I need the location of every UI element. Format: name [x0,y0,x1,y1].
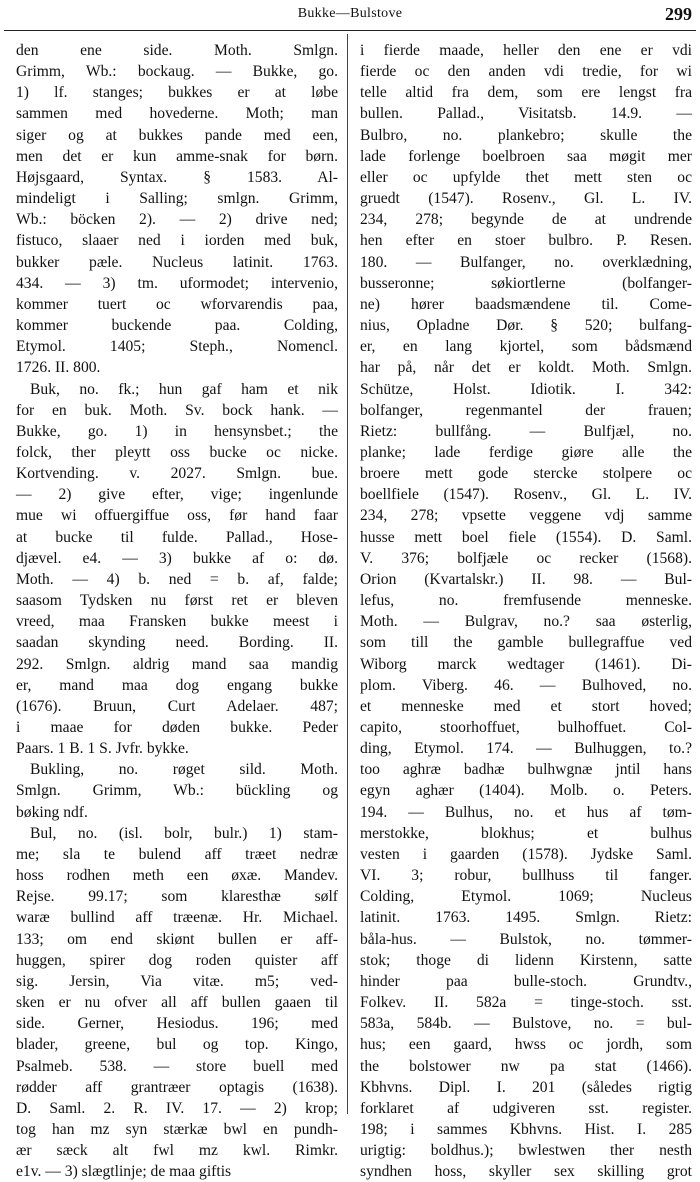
text-line: i fierde maade, heller den ene er vdi [360,42,692,59]
text-line: mue wi offuergiffue oss, før hand faar [16,507,338,525]
text-line: rødder aff grantræer optagis (1638). [16,1078,338,1096]
text-line: Grimm, Wb.: bockaug. — Bukke, go. [16,63,338,81]
text-line: Moth. — Bulgrav, no.? saa østerlig, [360,613,692,631]
text-line: Schütze, Holst. Idiotik. I. 342: [360,380,692,398]
text-line: 180. — Bulfanger, no. overklædning, [360,253,692,271]
text-line: blader, greene, bul og top. Kingo, [16,1036,338,1054]
text-line: bullen. Pallad., Visitatsb. 14.9. — [360,105,692,123]
text-line: 434. — 3) tm. uformodet; intervenio, [16,274,338,292]
text-line: Rejse. 99.17; som klaresthæ sølf [16,888,338,906]
text-line: boellfiele (1547). Rosenv., Gl. L. IV. [360,486,692,504]
text-line: 133; om end skiønt bullen er aff- [16,930,338,948]
text-line: broere mett gode stercke stolpere oc [360,465,692,483]
text-line: egyn aghær (1404). Molb. o. Peters. [360,782,692,800]
text-line: båla-hus. — Bulstok, no. tømmer- [360,930,692,948]
text-line: ær sæck alt fwl mz kwl. Rimkr. [16,1142,338,1160]
text-line: har på, når det er koldt. Moth. Smlgn. [360,359,692,377]
text-line: D. Saml. 2. R. IV. 17. — 2) krop; [16,1099,338,1117]
text-line: hen efter en stoer bulbro. P. Resen. [360,232,692,250]
text-line: for en buk. Moth. Sv. bock hank. — [16,401,338,419]
text-line: latinit. 1763. 1495. Smlgn. Rietz: [360,909,692,927]
column-divider [347,34,348,1114]
text-line: bolfanger, regenmantel der frauen; [360,401,692,419]
text-line: 234, 278; begynde de at undrende [360,211,692,229]
text-line: V. 376; bolfjæle oc recker (1568). [360,549,692,567]
text-line: mindeligt i Salling; smlgn. Grimm, [16,190,338,208]
text-line: Bukke, go. 1) in hensynsbet.; the [16,422,338,440]
text-line: Bukling, no. røget sild. Moth. [30,761,338,779]
text-line: er, en lang kjortel, som bådsmænd [360,338,692,356]
text-line: Smlgn. Grimm, Wb.: bückling og [16,782,338,800]
text-line: lefus, no. fremfusende menneske. [360,592,692,610]
text-line: sammen med hovederne. Moth; man [16,105,338,123]
text-line: kommer tuert oc wforvarendis paa, [16,295,338,313]
text-line: side. Gerner, Hesiodus. 196; med [16,1015,338,1033]
text-line: 583a, 584b. — Bulstove, no. = bul- [360,1015,692,1033]
text-line: Buk, no. fk.; hun gaf ham et nik [30,380,338,398]
text-line: vesten i gaarden (1578). Jydske Saml. [360,845,692,863]
text-line: planke; lade ferdige giøre alle the [360,443,692,461]
text-line: 1) lf. stanges; bukkes er at løbe [16,84,338,102]
text-line: 292. Smlgn. aldrig mand saa mandig [16,655,338,673]
text-line: er, mand maa dog engang bukke [16,676,338,694]
text-line: vreed, maa Fransken bukke meest i [16,613,338,631]
text-line: fierde oc den anden vdi tredie, for wi [360,63,692,81]
text-line: Bulbro, no. plankebro; skulle the [360,126,692,144]
text-line: saadan skynding need. Bording. II. [16,634,338,652]
text-line: e1v. — 3) slægtlinje; de maa giftis [16,1163,232,1181]
text-line: waræ bullind aff træenæ. Hr. Michael. [16,909,338,927]
text-line: Wb.: böcken 2). — 2) drive ned; [16,211,338,229]
text-line: gruedt (1547). Rosenv., Gl. L. IV. [360,190,692,208]
left-column [16,40,338,1181]
text-line: the bolstower nw pa stat (1466). [360,1057,692,1075]
text-line: Psalmeb. 538. — store buell med [16,1057,338,1075]
text-line: 234, 278; vpsette veggene vdj samme [360,507,692,525]
text-line: merstokke, blokhus; et bulhus [360,824,692,842]
text-line: tog han mz syn stærkæ bwl en pundh- [16,1120,338,1138]
text-line: Kortvending. v. 2027. Smlgn. bue. [16,465,338,483]
text-line: Etymol. 1405; Steph., Nomencl. [16,338,338,356]
text-line: i maae for døden bukke. Peder [16,719,338,736]
text-line: syndhen hoss, skyller sex skilling grot [360,1163,692,1181]
text-line: stok; thoge di lidenn Kirstenn, satte [360,951,692,969]
text-line: 1726. II. 800. [16,359,101,377]
text-line: Højsgaard, Syntax. § 1583. Al- [16,168,338,186]
text-line: Bul, no. (isl. bolr, bulr.) 1) stam- [30,824,338,842]
text-line: Colding, Etymol. 1069; Nucleus [360,888,692,906]
text-line: saasom Tydsken nu først ret er bleven [16,592,338,610]
text-line: Moth. — 4) b. ned = b. af, falde; [16,570,338,588]
text-line: telle altid fra dem, som ere lengst fra [360,84,692,102]
text-line: plom. Viberg. 46. — Bulhoved, no. [360,676,692,694]
text-line: 198; i sammes Kbhvns. Hist. I. 285 [360,1120,692,1138]
text-line: huggen, spirer dog roden quister aff [16,951,338,969]
text-line: me; sla te bulend aff træet nedræ [16,845,338,863]
page-header [0,0,700,34]
text-line: men det er kun amme-snak for børn. [16,147,338,165]
text-line: 194. — Bulhus, no. et hus af tøm- [360,803,692,821]
text-line: Rietz: bullfång. — Bulfjæl, no. [360,422,692,440]
text-line: Kbhvns. Dipl. I. 201 (således rigtig [360,1078,692,1096]
text-line: urigtig: boldhus.); bwlestwen ther nesth [360,1142,692,1160]
text-line: siger og at bukkes pande med een, [16,126,338,144]
text-line: ne) hører baadsmændene til. Come- [360,295,692,313]
right-column [360,40,692,1181]
text-line: husse mett boel fiele (1554). D. Saml. [360,528,692,546]
text-line: busseronne; søkiortlerne (bolfanger- [360,274,692,292]
text-line: djævel. e4. — 3) bukke af o: dø. [16,549,338,567]
running-head: Bukke—Bulstove [297,6,403,21]
text-line: hus; een gaard, hwss oc jordh, som [360,1036,692,1054]
text-line: hoss rodhen meth een øxæ. Mandev. [16,867,338,885]
text-line: fistuco, slaaer ned i iorden med buk, [16,232,338,250]
text-line: et menneske med et stort hoved; [360,697,692,715]
text-line: capito, stoorhoffuet, bulhoffuet. Col- [360,719,692,736]
text-line: forklaret af udgiveren sst. register. [360,1099,692,1117]
text-line: Folkev. II. 582a = tinge-stoch. sst. [360,994,692,1012]
text-line: at bucke til fulde. Pallad., Hose- [16,528,338,546]
text-line: (1676). Bruun, Curt Adelaer. 487; [16,697,338,715]
text-line: kommer buckende paa. Colding, [16,317,338,335]
text-line: bukker pæle. Nucleus latinit. 1763. [16,253,338,271]
page-number: 299 [665,4,692,24]
text-line: som till the gamble bullegraffue ved [360,634,692,652]
text-line: hinder paa bulle-stoch. Grundtv., [360,972,692,990]
text-line: eller oc upfylde thet mett sten oc [360,168,692,186]
text-line: den ene side. Moth. Smlgn. [16,42,338,59]
text-line: bøking ndf. [16,803,88,821]
text-line: sken er nu ofver all aff bullen gaaen til [16,994,338,1012]
header-rule [4,30,696,31]
text-line: too aghræ badhæ bulhwgnæ jntil hans [360,761,692,779]
text-line: Orion (Kvartalskr.) II. 98. — Bul- [360,570,692,588]
text-line: nius, Opladne Dør. § 520; bulfang- [360,317,692,335]
text-line: sig. Jersin, Via vitæ. m5; ved- [16,972,338,990]
text-line: folck, ther pleytt oss bucke oc nicke. [16,443,338,461]
text-line: — 2) give efter, vige; ingenlunde [16,486,338,504]
text-line: lade forlenge boelbroen saa møgit mer [360,147,692,165]
text-line: Paars. 1 B. 1 S. Jvfr. bykke. [16,740,189,758]
text-line: ding, Etymol. 174. — Bulhuggen, to.? [360,740,692,758]
text-line: VI. 3; robur, bullhuss til fanger. [360,867,692,885]
text-line: Wiborg marck wedtager (1461). Di- [360,655,692,673]
